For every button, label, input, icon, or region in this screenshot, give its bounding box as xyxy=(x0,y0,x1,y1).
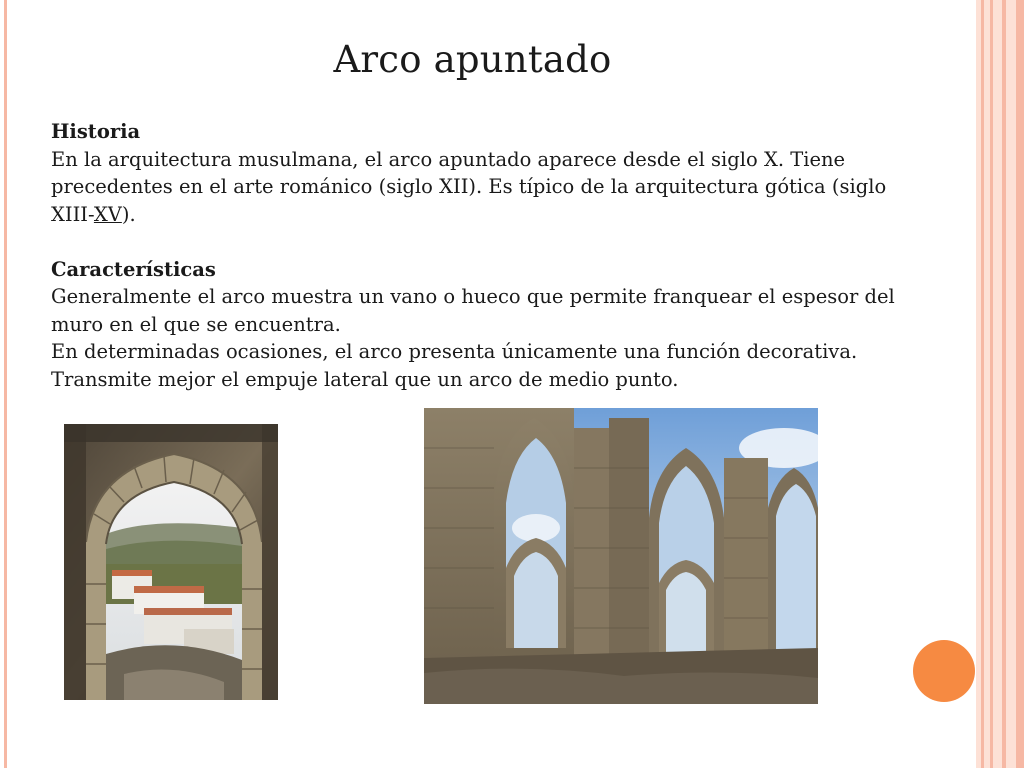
historia-heading: Historia xyxy=(51,120,141,143)
right-decorative-stripes xyxy=(976,0,1024,768)
caracteristicas-heading: Características xyxy=(51,257,216,281)
slide-title: Arco apuntado xyxy=(333,38,612,81)
caracteristicas-line-2: En determinadas ocasiones, el arco presenta únicamente una función decorativa. xyxy=(51,340,858,363)
caracteristicas-line-3: Transmite mejor el empuje lateral que un arco de medio punto. xyxy=(51,367,679,391)
caracteristicas-line-1: Generalmente el arco muestra un vano o hueco que permite franquear el espesor del muro en el que se encuentra. xyxy=(51,285,895,336)
decorative-orange-circle xyxy=(913,640,975,702)
historia-paragraph xyxy=(51,146,931,229)
historia-text: En la arquitectura musulmana, el arco apuntado aparece desde el siglo X. Tiene precedentes en el arte románico (siglo XII). Es típico de la arquitectura gótica (siglo XIII- xyxy=(51,147,887,226)
historia-underlined-text: XV xyxy=(93,202,122,226)
stone-doorway-arch-photo xyxy=(64,424,278,700)
historia-text-end: ). xyxy=(121,202,136,226)
gothic-ruins-arches-photo xyxy=(424,408,818,704)
slide-body xyxy=(51,118,931,393)
left-decorative-border-line xyxy=(0,0,7,768)
